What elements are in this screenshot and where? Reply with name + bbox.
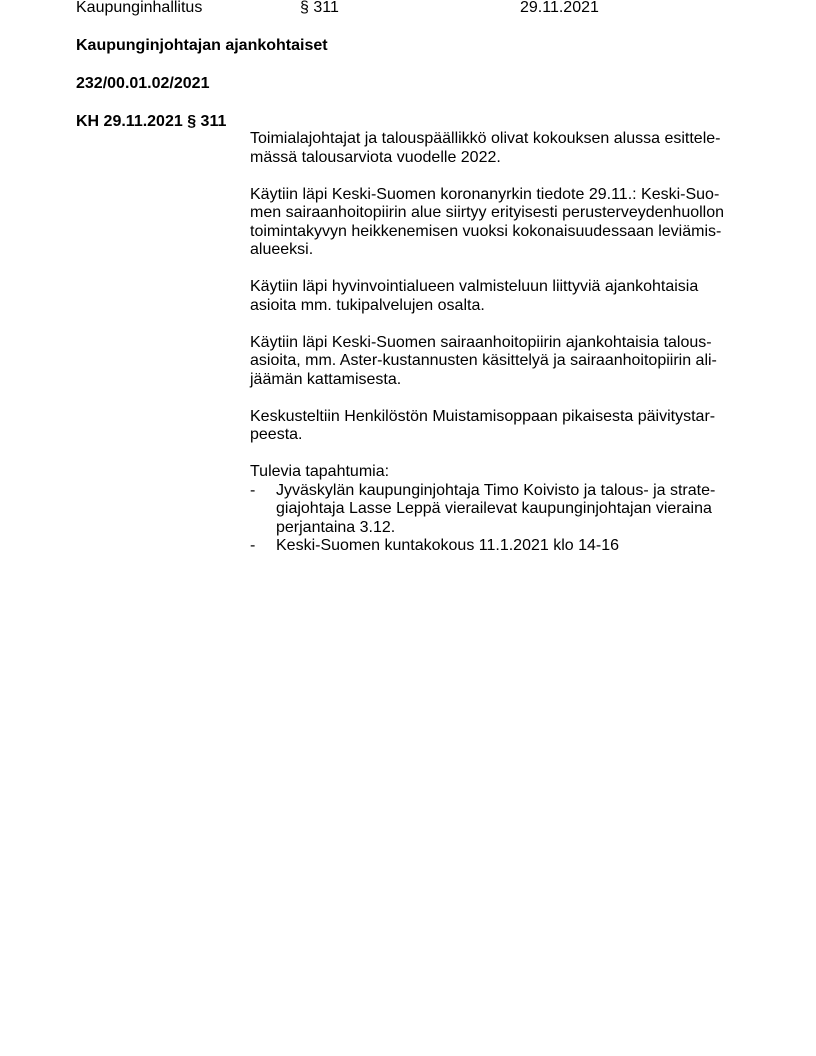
document-number: 232/00.01.02/2021 bbox=[76, 75, 210, 92]
paragraph-line: toimintakyvyn heikkenemisen vuoksi kokonaisuudessaan leviämis- bbox=[250, 222, 722, 240]
bullet-dash: - bbox=[250, 537, 256, 554]
document-title: Kaupunginjohtajan ajankohtaiset bbox=[76, 37, 328, 54]
paragraph-line: Käytiin läpi Keski-Suomen koronanyrkin tiedote 29.11.: Keski-Suo- bbox=[250, 185, 720, 203]
paragraph-line: asioita, mm. Aster-kustannusten käsittelyä ja sairaanhoitopiirin ali- bbox=[250, 352, 717, 369]
paragraph-line: peesta. bbox=[250, 426, 303, 443]
paragraph-line: jäämän kattamisesta. bbox=[250, 370, 402, 388]
paragraph-line: alueeksi. bbox=[250, 241, 314, 258]
upcoming-events bbox=[250, 463, 730, 556]
paragraph-corona bbox=[250, 186, 730, 260]
paragraph-line: men sairaanhoitopiirin alue siirtyy erityisesti perusterveydenhuollon bbox=[250, 204, 725, 221]
paragraph-line: mässä talousarviota vuodelle 2022. bbox=[250, 148, 501, 166]
header-date: 29.11.2021 bbox=[520, 0, 599, 16]
header-section-number: § 311 bbox=[300, 0, 339, 16]
list-item bbox=[250, 537, 730, 556]
paragraph-line: Toimialajohtajat ja talouspäällikkö olivat kokouksen alussa esittele- bbox=[250, 130, 721, 147]
header-body-name: Kaupunginhallitus bbox=[76, 0, 203, 16]
events-heading: Tulevia tapahtumia: bbox=[250, 463, 390, 480]
paragraph-line: Keskusteltiin Henkilöstön Muistamisoppaan pikaisesta päivitystar- bbox=[250, 407, 716, 425]
paragraph-line: Käytiin läpi Keski-Suomen sairaanhoitopiirin ajankohtaisia talous- bbox=[250, 333, 712, 351]
list-item bbox=[250, 482, 730, 538]
event-line: giajohtaja Lasse Leppä vierailevat kaupunginjohtajan vieraina bbox=[276, 500, 712, 517]
event-line: perjantaina 3.12. bbox=[276, 518, 396, 536]
document-header bbox=[76, 0, 776, 18]
paragraph-budget bbox=[250, 130, 730, 167]
event-line: Jyväskylän kaupunginjohtaja Timo Koivisto ja talous- ja strate- bbox=[276, 481, 716, 499]
meeting-reference: KH 29.11.2021 § 311 bbox=[76, 113, 227, 130]
paragraph-line: Käytiin läpi hyvinvointialueen valmisteluun liittyviä ajankohtaisia bbox=[250, 278, 699, 295]
bullet-dash: - bbox=[250, 481, 256, 499]
paragraph-wellbeing-area bbox=[250, 278, 730, 315]
paragraph-staff-guide bbox=[250, 408, 730, 445]
document-body bbox=[250, 130, 730, 556]
event-line: Keski-Suomen kuntakokous 11.1.2021 klo 14-16 bbox=[276, 537, 620, 554]
paragraph-line: asioita mm. tukipalvelujen osalta. bbox=[250, 296, 485, 314]
paragraph-hospital-district bbox=[250, 334, 730, 390]
